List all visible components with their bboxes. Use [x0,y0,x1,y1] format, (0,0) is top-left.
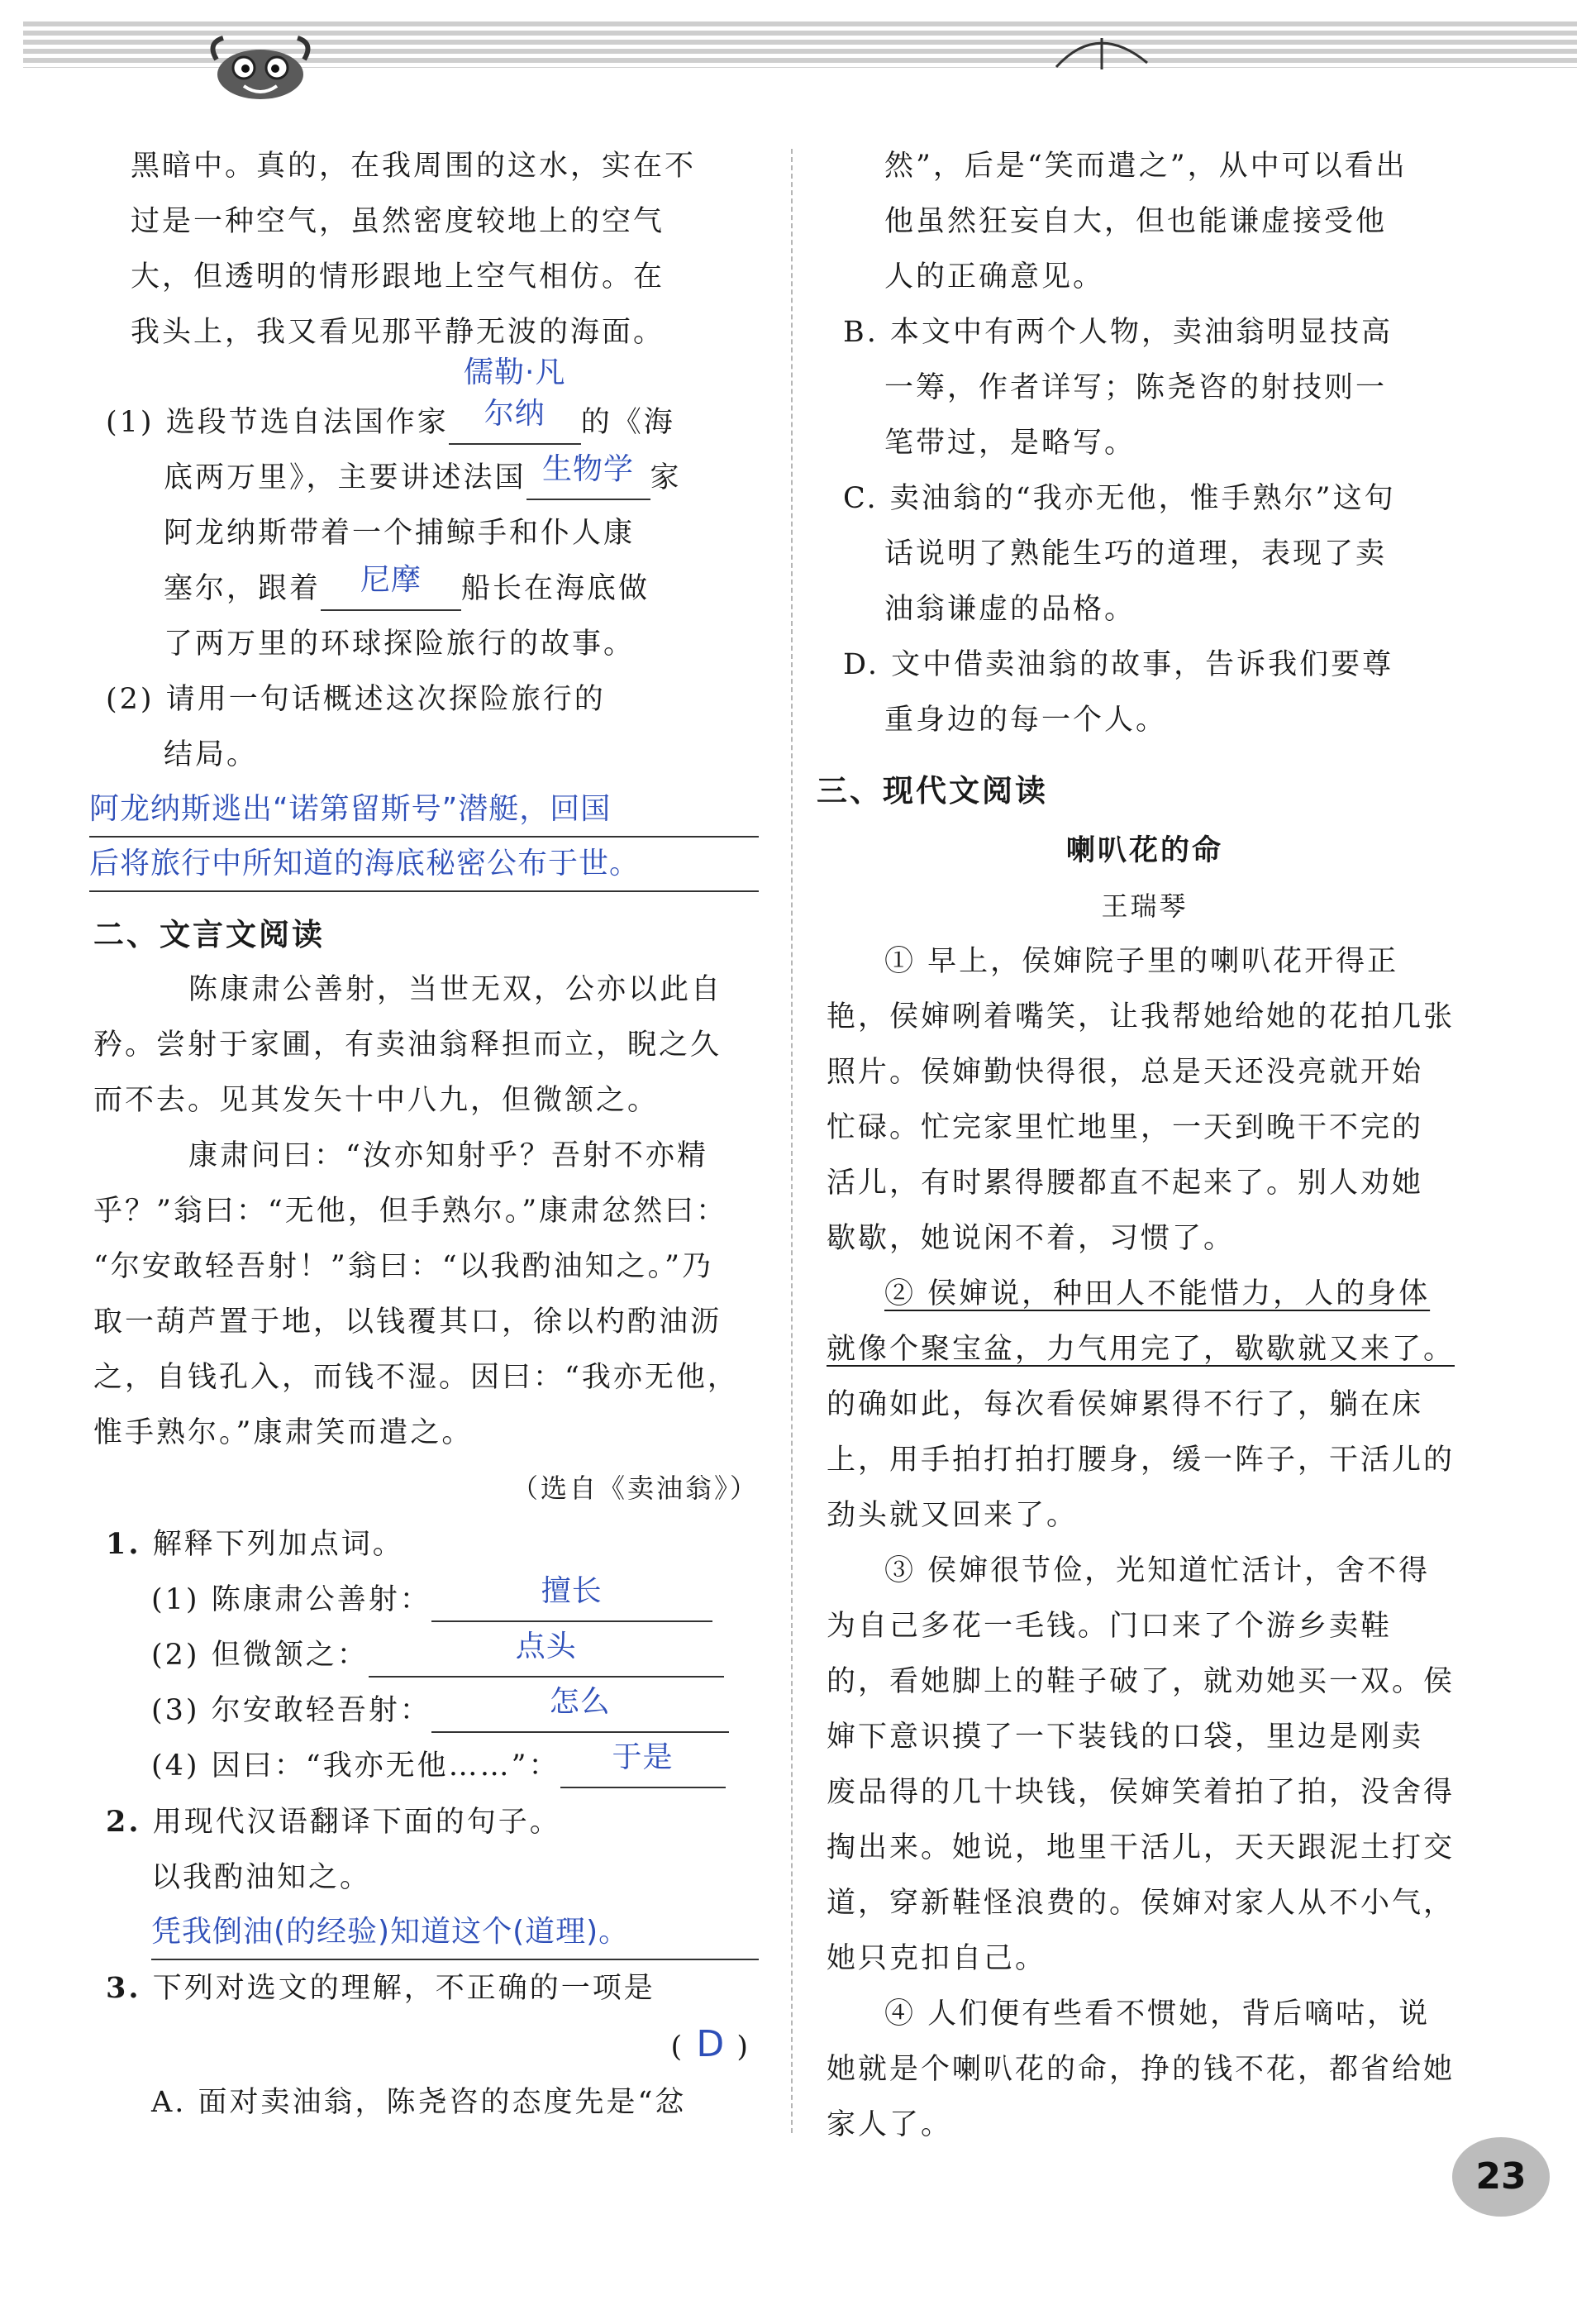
paragraph-line: 她就是个喇叭花的命，挣的钱不花，都省给她 [827,2053,1455,2086]
item-number: (1) [151,1583,200,1616]
question-number: 3. [106,1971,141,2005]
paragraph-line: 忙碌。忙完家里忙地里，一天到晚干不完的 [827,1111,1424,1144]
handwritten-answer: 生物学 [542,452,635,486]
classical-line: 而不去。见其发矢十中八九，但微颔之。 [93,1084,660,1117]
question-text: 家 [650,461,682,494]
answer-blank[interactable] [526,452,650,500]
paragraph-line: 照片。侯婶勤快得很，总是天还没亮就开始 [827,1056,1424,1089]
passage-line: 大，但透明的情形跟地上空气相仿。在 [131,260,665,294]
item-text: 因曰：“我亦无他……”： [211,1749,560,1783]
answer-blank[interactable] [369,1630,724,1678]
section-title: 三、现代文阅读 [817,773,1048,809]
passage-line: 黑暗中。真的，在我周围的这水，实在不 [131,150,697,183]
answer-blank[interactable] [321,563,461,611]
paragraph-line: 婶下意识摸了一下装钱的口袋，里边是刚卖 [827,1721,1424,1754]
paragraph-4 [827,1987,1463,2153]
classical-line: 之，自钱孔入，而钱不湿。因曰：“我亦无他， [93,1361,739,1394]
option-line: B. 本文中有两个人物，卖油翁明显技高 [843,316,1393,349]
choice-bracket[interactable] [106,2016,759,2075]
passage-line: 我头上，我又看见那平静无波的海面。 [131,316,665,349]
question-text: 请用一句话概述这次探险旅行的 [165,683,606,716]
question-text: 解释下列加点词。 [152,1528,404,1561]
answer-line[interactable]: 凭我倒油(的经验)知道这个(道理)。 [151,1906,759,1960]
classical-question-1 [106,1516,759,1794]
item-number: (4) [151,1749,200,1783]
option-line: 他虽然狂妄自大，但也能谦虚接受他 [884,205,1388,238]
item-number: (3) [151,1694,200,1727]
question-text: 用现代汉语翻译下面的句子。 [152,1806,561,1839]
question-number: 2. [106,1805,141,1839]
handwritten-answer: 点头 [515,1630,577,1663]
paragraph-2 [827,1267,1463,1544]
section-title: 二、文言文阅读 [93,917,325,952]
option-line: C. 卖油翁的“我亦无他，惟手熟尔”这句 [843,482,1396,515]
question-text: 塞尔，跟着 [164,572,322,605]
handwritten-answer: 于是 [612,1740,674,1774]
classical-question-2 [106,1794,759,1960]
answer-blank[interactable] [431,1685,729,1733]
handwritten-answer: 怎么 [549,1685,611,1719]
classical-line: 康肃问曰：“汝亦知射乎？吾射不亦精 [188,1139,708,1172]
paragraph-line: 家人了。 [827,2108,953,2141]
question-2 [89,672,759,892]
question-text: 了两万里的环球探险旅行的故事。 [164,628,636,661]
option-line: 话说明了熟能生巧的道理，表现了卖 [884,537,1388,570]
option-line: 油翁谦虚的品格。 [884,593,1136,626]
paragraph-line: 废品得的几十块钱，侯婶笑着拍了拍，没舍得 [827,1776,1455,1809]
paragraph-line: 歇歇，她说闲不着，习惯了。 [827,1222,1236,1255]
article-title: 喇叭花的命 [1065,834,1223,867]
classical-line: 矜。尝射于家圃，有卖油翁释担而立，睨之久 [93,1029,722,1062]
paren-open: ( [670,2031,685,2064]
item-number: (2) [151,1639,200,1672]
underlined-sentence: 就像个聚宝盆，力气用完了，歇歇就又来了。 [827,1333,1455,1366]
paragraph-line: ④ 人们便有些看不惯她，背后嘀咕，说 [884,1997,1431,2031]
question-text: 以我酌油知之。 [151,1861,372,1894]
paren-close: ) [736,2031,750,2064]
article-author: 王瑞琴 [1101,890,1189,922]
option-line: 然”，后是“笑而遣之”，从中可以看出 [884,150,1408,183]
classical-line: 取一葫芦置于地，以钱覆其口，徐以杓酌油沥 [93,1305,722,1339]
item-text: 尔安敢轻吾射： [211,1694,431,1727]
paragraph-line: 她只克扣自己。 [827,1942,1047,1975]
question-number: 1. [106,1527,141,1561]
paragraph-line: 劲头就又回来了。 [827,1499,1079,1532]
passage-line: 过是一种空气，虽然密度较地上的空气 [131,205,665,238]
paragraph-line: 上，用手拍打拍打腰身，缓一阵子，干活儿的 [827,1444,1455,1477]
paragraph-line: ① 早上，侯婶院子里的喇叭花开得正 [884,945,1399,978]
page-number: 23 [1475,2155,1527,2198]
option-d [827,637,1463,748]
classical-passage [93,962,759,1516]
paragraph-line: 的，看她脚上的鞋子破了，就劝她买一双。侯 [827,1665,1455,1698]
underlined-sentence: ② 侯婶说，种田人不能惜力，人的身体 [884,1277,1431,1310]
paragraph-1 [827,934,1463,1267]
question-text: 的《海 [580,406,675,439]
classical-question-3 [106,1960,759,2131]
option-line: 重身边的每一个人。 [884,704,1168,737]
left-column [89,139,759,2131]
question-text: 下列对选文的理解，不正确的一项是 [152,1972,655,2005]
question-1 [106,356,759,672]
handwritten-choice: D [696,2023,726,2065]
lotus-leaf-icon [1048,21,1155,71]
paragraph-line: ③ 侯婶很节俭，光知道忙活计，舍不得 [884,1554,1431,1587]
paragraph-line: 掏出来。她说，地里干活儿，天天跟泥土打交 [827,1831,1455,1864]
crab-mascot-icon [198,26,322,109]
answer-blank[interactable] [449,356,581,445]
question-text: 选段节选自法国作家 [165,406,449,439]
right-column [817,139,1463,2153]
paragraph-line: 的确如此，每次看侯婶累得不行了，躺在床 [827,1388,1424,1421]
item-text: 但微颔之： [211,1639,369,1672]
question-text: 结局。 [164,738,259,771]
paragraph-line: 艳，侯婶咧着嘴笑，让我帮她给她的花拍几张 [827,1000,1455,1033]
question-text: 船长在海底做 [461,572,650,605]
option-line: 一筹，作者详写；陈尧咨的射技则一 [884,371,1388,404]
question-number: (1) [106,406,155,439]
paragraph-line: 活儿，有时累得腰都直不起来了。别人劝她 [827,1167,1424,1200]
column-divider [791,149,793,2133]
option-a-continued [827,139,1463,305]
source-citation: （选自《卖油翁》） [511,1472,759,1504]
answer-line[interactable]: 阿龙纳斯逃出“诺第留斯号”潜艇，回国 [89,783,759,838]
option-line: 人的正确意见。 [884,260,1105,294]
paragraph-line: 为自己多花一毛钱。门口来了个游乡卖鞋 [827,1610,1393,1643]
answer-blank[interactable] [560,1740,726,1788]
paragraph-line: 道，穿新鞋怪浪费的。侯婶对家人从不小气， [827,1887,1455,1920]
handwritten-answer: 擅长 [541,1574,603,1608]
question-number: (2) [106,683,155,716]
answer-line[interactable]: 后将旅行中所知道的海底秘密公布于世。 [89,838,759,892]
option-a: A. 面对卖油翁，陈尧咨的态度先是“忿 [151,2086,687,2119]
option-line: D. 文中借卖油翁的故事，告诉我们要尊 [843,648,1394,681]
classical-line: “尔安敢轻吾射！”翁曰：“以我酌油知之。”乃 [93,1250,714,1283]
option-c [827,471,1463,637]
page-number-badge [1452,2137,1550,2217]
paragraph-3 [827,1544,1463,1987]
handwritten-answer: 儒勒·凡尔纳 [464,356,566,431]
classical-line: 乎？”翁曰：“无他，但手熟尔。”康肃忿然曰： [93,1195,728,1228]
option-b [827,305,1463,471]
classical-line: 陈康肃公善射，当世无双，公亦以此自 [188,973,723,1006]
header-band [23,21,1577,68]
question-text: 底两万里》，主要讲述法国 [164,461,526,494]
question-text: 阿龙纳斯带着一个捕鲸手和仆人康 [164,517,636,550]
item-text: 陈康肃公善射： [211,1583,431,1616]
answer-blank[interactable] [431,1574,712,1622]
classical-line: 惟手熟尔。”康肃笑而遣之。 [93,1416,474,1449]
handwritten-answer: 尼摩 [360,563,422,597]
option-line: 笔带过，是略写。 [884,427,1136,460]
